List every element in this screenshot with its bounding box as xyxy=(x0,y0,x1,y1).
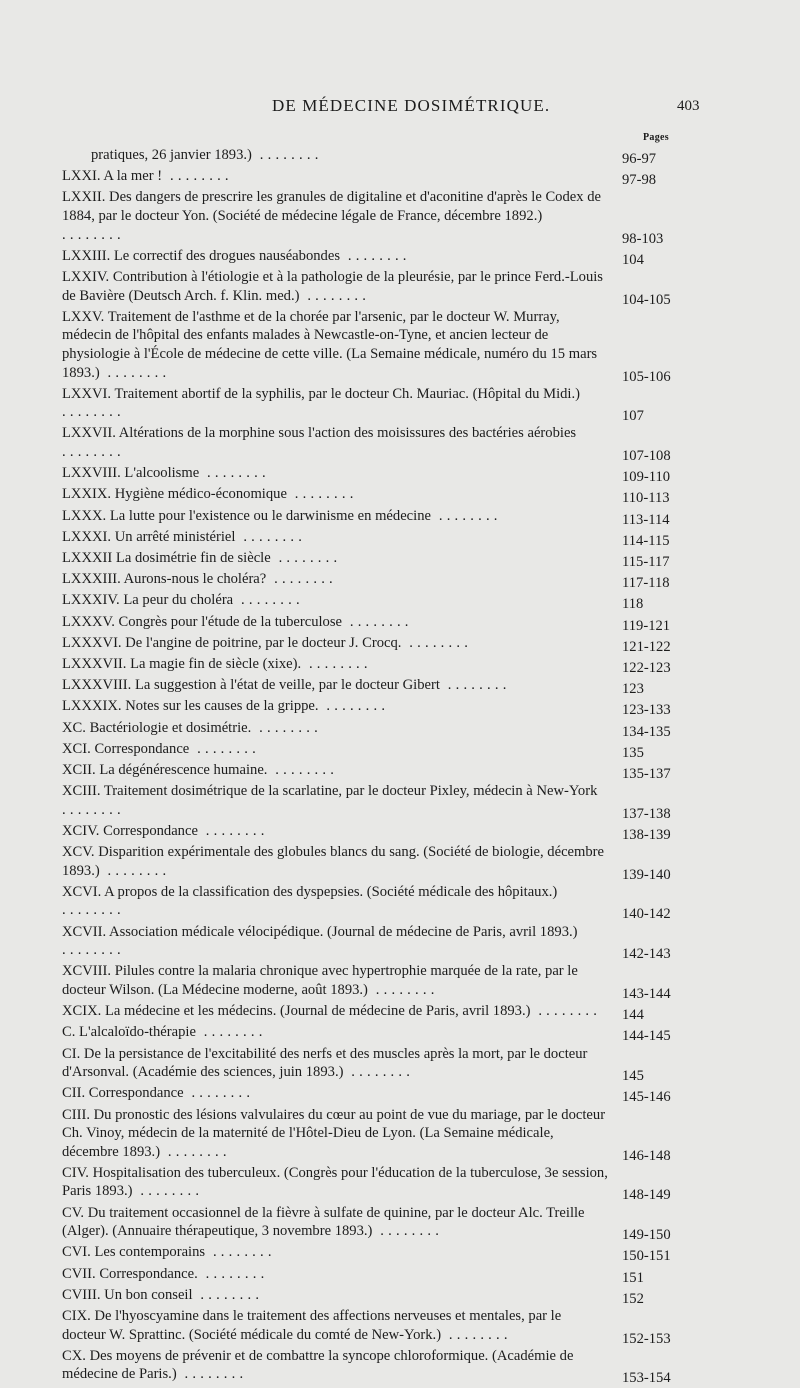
toc-entry-pages: 144-145 xyxy=(622,1028,671,1045)
toc-entry-pages: 104 xyxy=(622,251,644,268)
toc-entry xyxy=(62,1106,712,1162)
toc-entry-title: Hospitalisation des tuberculeux. (Congrès pour l'éducation de la tuberculose, 3e session, Paris 1893.) xyxy=(62,1164,608,1200)
toc-entry xyxy=(62,167,712,189)
dot-leader: ........ xyxy=(99,862,171,879)
toc-entry-text xyxy=(62,424,712,461)
toc-entry-pages: 140-142 xyxy=(622,906,671,923)
toc-entry-pages: 142-143 xyxy=(622,946,671,963)
toc-entry-title: Le correctif des drogues nauséabondes xyxy=(113,247,341,264)
toc-entry-text xyxy=(62,719,712,738)
toc-entry-title: Du pronostic des lésions valvulaires du cœur au point de vue du mariage, par le docteur Ch. Vinoy, médecin de la maternité de l'Hôtel-Dieu de Lyon. (La Semaine médicale, décembre 1893.) xyxy=(62,1106,606,1160)
toc-entry-pages: 104-105 xyxy=(622,291,671,308)
toc-entry-text xyxy=(62,923,712,960)
toc-entry-text xyxy=(62,1243,712,1262)
dot-leader: ........ xyxy=(183,1085,255,1102)
toc-entry-title: Des moyens de prévenir et de combattre la syncope chloroformique. (Académie de médecine de Paris.) xyxy=(62,1347,574,1383)
toc-entry-number: XCIX. xyxy=(62,1003,102,1020)
toc-entry-title: De la persistance de l'excitabilité des nerfs et des muscles après la mort, par le docteur d'Arsonval. (Académie des sciences, juin 1893.) xyxy=(62,1045,588,1081)
toc-entry-title: L'alcaloïdo-thérapie xyxy=(79,1024,196,1041)
toc-entry-pages: 143-144 xyxy=(622,985,671,1002)
toc-entry-title: Traitement dosimétrique de la scarlatine, par le docteur Pixley, médecin à New-York xyxy=(103,783,598,800)
toc-entry-text xyxy=(62,655,712,674)
toc-entry xyxy=(62,1307,712,1347)
toc-entry-text xyxy=(62,167,712,186)
toc-entry-number: LXXXVII. xyxy=(62,655,127,672)
toc-entry-number: LXXIX. xyxy=(62,486,112,503)
toc-entry-number: CIII. xyxy=(62,1106,90,1123)
dot-leader: ........ xyxy=(286,486,358,503)
toc-entry-text xyxy=(62,385,712,422)
toc-entry xyxy=(62,719,712,738)
toc-entry-title: Correspondance xyxy=(88,1085,184,1102)
toc-entry-number: CX. xyxy=(62,1347,86,1364)
dot-leader: ........ xyxy=(189,740,260,757)
toc-entry-text xyxy=(62,570,712,589)
toc-entry-text xyxy=(62,697,712,716)
toc-entry-text xyxy=(62,613,712,632)
dot-leader: ........ xyxy=(162,168,233,185)
toc-entry-title: La dégénérescence humaine. xyxy=(99,761,268,778)
toc-entry-text xyxy=(62,528,712,547)
dot-leader: ........ xyxy=(301,655,372,672)
toc-entry xyxy=(62,1347,712,1387)
dot-leader: ........ xyxy=(299,287,371,304)
toc-entry xyxy=(62,247,712,266)
toc-entry-pages: 139-140 xyxy=(622,866,671,883)
dot-leader: ........ xyxy=(270,550,342,566)
toc-entry-title: Bactériologie et dosimétrie. xyxy=(89,719,252,736)
toc-entry-number: XCIV. xyxy=(62,822,100,839)
toc-entry-text xyxy=(62,464,712,483)
toc-entry xyxy=(62,1002,712,1024)
toc-entry-number: LXXXVIII. xyxy=(62,677,132,694)
toc-entry-number: LXXI. xyxy=(62,168,101,185)
toc-entry-title: pratiques, 26 janvier 1893.) xyxy=(91,147,252,163)
toc-entry-number: XCV. xyxy=(62,844,95,861)
toc-entry-text xyxy=(62,146,712,165)
dot-leader: ........ xyxy=(251,147,323,163)
toc-entry-text xyxy=(62,268,712,305)
toc-entry-text xyxy=(62,883,712,920)
toc-entry xyxy=(62,424,712,465)
dot-leader: ........ xyxy=(251,719,322,736)
toc-entry-pages: 107 xyxy=(622,408,644,425)
toc-entry-title: La suggestion à l'état de veille, par le docteur Gibert xyxy=(134,677,440,694)
toc-entry-number: LXXVIII. xyxy=(62,465,121,482)
page-header xyxy=(0,96,800,120)
toc-entry-number: CII. xyxy=(62,1085,86,1102)
dot-leader: ........ xyxy=(195,1024,267,1041)
toc-entry xyxy=(62,1286,712,1305)
toc-entry-pages: 115-117 xyxy=(622,554,670,570)
toc-entry-number: CI. xyxy=(62,1045,81,1062)
dot-leader: ........ xyxy=(62,444,125,461)
toc-entry-title: La peur du choléra xyxy=(123,592,234,609)
toc-entry-number: CVIII. xyxy=(62,1286,101,1303)
toc-entry xyxy=(62,697,712,719)
toc-entry xyxy=(62,308,712,385)
toc-entry-pages: 123-133 xyxy=(622,702,671,719)
dot-leader: ........ xyxy=(441,1326,512,1343)
dot-leader: ........ xyxy=(340,247,411,264)
toc-entry xyxy=(62,570,712,592)
toc-entry xyxy=(62,655,712,674)
toc-entry xyxy=(62,1243,712,1265)
toc-entry-title: La dosimétrie fin de siècle xyxy=(115,550,271,566)
toc-entry-number: LXXIII. xyxy=(62,247,111,264)
toc-entry-title: De l'angine de poitrine, par le docteur J. Crocq. xyxy=(125,634,402,651)
dot-leader: ........ xyxy=(343,1064,415,1081)
toc-entry xyxy=(62,385,712,425)
page-number: 403 xyxy=(677,98,700,114)
toc-entry-text xyxy=(62,962,712,999)
toc-entry-title: La lutte pour l'existence ou le darwinisme en médecine xyxy=(109,507,431,524)
toc-entry-number: XCVIII. xyxy=(62,963,112,980)
toc-entry-pages: 96-97 xyxy=(622,151,657,167)
dot-leader: ........ xyxy=(342,613,413,630)
toc-entry-text xyxy=(62,549,712,568)
toc-entry xyxy=(62,1023,712,1045)
toc-entry xyxy=(62,1045,712,1085)
toc-entry xyxy=(62,464,712,486)
toc-entry xyxy=(62,843,712,883)
toc-entry-pages: 138-139 xyxy=(622,826,671,843)
running-title: DE MÉDECINE DOSIMÉTRIQUE. xyxy=(272,96,551,115)
toc-entry xyxy=(62,883,712,923)
dot-leader: ........ xyxy=(439,677,511,694)
toc-entry-text xyxy=(62,485,712,504)
toc-entry-title: Traitement abortif de la syphilis, par le docteur Ch. Mauriac. (Hôpital du Midi.) xyxy=(114,385,580,402)
toc-entry-pages: 144 xyxy=(622,1007,644,1024)
toc-entry-text xyxy=(62,591,712,610)
toc-entry-text xyxy=(62,1106,712,1162)
toc-entry-text xyxy=(62,1084,712,1103)
toc-entry-title: Des dangers de prescrire les granules de digitaline et d'aconitine d'après le Codex de 1884, par le docteur Yon. (Société de médecine légale de France, décembre 1892.) xyxy=(62,189,601,224)
toc-entry-number: LXXXVI. xyxy=(62,634,122,651)
toc-entry xyxy=(62,528,712,547)
toc-entry-title: De l'hyoscyamine dans le traitement des affections nerveuses et mentales, par le docteur W. Sprattinc. (Société médicale du comté de New-York.) xyxy=(62,1308,562,1343)
toc-entry-pages: 117-118 xyxy=(622,575,670,592)
toc-entry-text xyxy=(62,761,712,780)
dot-leader: ........ xyxy=(62,801,125,818)
toc-entry xyxy=(62,591,712,613)
table-of-contents xyxy=(62,146,712,1387)
toc-entry-title: Correspondance. xyxy=(99,1265,198,1282)
toc-entry xyxy=(62,962,712,1002)
toc-entry-pages: 151 xyxy=(622,1269,644,1286)
toc-entry xyxy=(62,923,712,963)
toc-entry-number: CIX. xyxy=(62,1308,91,1324)
toc-entry-number: LXXXI. xyxy=(62,528,112,545)
toc-entry-number: CVII. xyxy=(62,1265,96,1282)
toc-entry-title: Hygiène médico-économique xyxy=(114,486,287,503)
toc-entry-pages: 152-153 xyxy=(622,1330,671,1347)
dot-leader: ........ xyxy=(197,1265,269,1282)
toc-entry-text xyxy=(62,507,712,526)
dot-leader: ........ xyxy=(266,571,337,588)
toc-entry-text xyxy=(62,1023,712,1042)
toc-entry-title: Contribution à l'étiologie et à la pathologie de la pleurésie, par le prince Ferd.-Louis de Bavière (Deutsch Arch. f. Klin. med.) xyxy=(62,268,603,304)
toc-entry-pages: 107-108 xyxy=(622,448,671,465)
dot-leader: ........ xyxy=(197,822,269,839)
toc-entry-number: CIV. xyxy=(62,1164,89,1181)
toc-entry-number: XCIII. xyxy=(62,783,101,800)
toc-entry-text xyxy=(62,822,712,841)
toc-entry-title: Traitement de l'asthme et de la chorée par l'arsenic, par le docteur W. Murray, médecin de l'hôpital des enfants malades à Newcastle-on-Tyne, et ancien lecteur de physiologie à l'École de médecine de cette ville. (La Semaine médicale, numéro du 15 mars 1893.) xyxy=(62,308,598,381)
toc-entry-pages: 152 xyxy=(622,1290,644,1307)
toc-entry xyxy=(62,1265,712,1284)
toc-entry xyxy=(62,761,712,780)
toc-entry-number: LXXXIX. xyxy=(62,698,122,715)
toc-entry-title: Les contemporains xyxy=(94,1244,206,1261)
toc-entry-pages: 98-103 xyxy=(622,230,664,247)
toc-entry-number: LXXXV. xyxy=(62,613,115,630)
toc-entry-title: Notes sur les causes de la grippe. xyxy=(125,698,319,715)
toc-entry-pages: 150-151 xyxy=(622,1248,671,1265)
toc-entry-pages: 145-146 xyxy=(622,1089,671,1106)
toc-entry-title: Correspondance xyxy=(94,740,190,757)
toc-entry-pages: 134-135 xyxy=(622,723,671,740)
toc-entry-pages: 119-121 xyxy=(622,617,671,634)
toc-entry-text xyxy=(62,1286,712,1305)
toc-entry-pages: 113-114 xyxy=(622,511,670,528)
toc-entry-pages: 105-106 xyxy=(622,368,671,385)
pages-column-label: Pages xyxy=(643,132,669,143)
toc-entry-text xyxy=(62,782,712,819)
toc-entry-pages: 123 xyxy=(622,681,644,698)
toc-entry-number: XCVII. xyxy=(62,923,107,940)
toc-entry xyxy=(62,782,712,822)
dot-leader: ........ xyxy=(176,1366,248,1383)
toc-entry-title: A la mer ! xyxy=(103,168,163,185)
dot-leader: ........ xyxy=(318,698,390,715)
toc-entry-title: Un bon conseil xyxy=(104,1286,193,1303)
dot-leader: ........ xyxy=(160,1143,231,1160)
toc-entry-title: Correspondance xyxy=(103,822,198,839)
dot-leader: ........ xyxy=(62,226,125,243)
toc-entry-title: La médecine et les médecins. (Journal de médecine de Paris, avril 1893.) xyxy=(104,1003,531,1020)
toc-entry-text xyxy=(62,1164,712,1201)
toc-entry xyxy=(62,822,712,841)
dot-leader: ........ xyxy=(62,404,125,421)
toc-entry xyxy=(62,634,712,653)
dot-leader: ........ xyxy=(267,761,339,778)
toc-entry xyxy=(62,549,712,568)
toc-entry-number: LXXV. xyxy=(62,308,105,325)
toc-entry-title: La magie fin de siècle (xixe). xyxy=(130,655,302,672)
toc-entry-number: XC. xyxy=(62,719,86,736)
dot-leader: ........ xyxy=(372,1223,444,1240)
toc-entry-number: LXXII. xyxy=(62,189,106,206)
dot-leader: ........ xyxy=(401,634,473,651)
toc-entry-title: Association médicale vélocipédique. (Journal de médecine de Paris, avril 1893.) xyxy=(109,923,578,940)
toc-entry-title: Un arrêté ministériel xyxy=(114,528,236,545)
toc-entry-number: XCI. xyxy=(62,740,91,757)
dot-leader: ........ xyxy=(99,364,171,381)
toc-entry xyxy=(62,1204,712,1244)
toc-entry-pages: 149-150 xyxy=(622,1227,671,1244)
toc-entry-text xyxy=(62,634,712,653)
toc-entry-number: LXXIV. xyxy=(62,268,110,285)
dot-leader: ........ xyxy=(530,1003,602,1020)
toc-entry-pages: 118 xyxy=(622,596,644,613)
toc-entry-text xyxy=(62,843,712,880)
toc-entry xyxy=(62,1164,712,1204)
toc-entry-number: CVI. xyxy=(62,1244,91,1261)
toc-entry-title: Pilules contre la malaria chronique avec hypertrophie marquée de la rate, par le docteur Wilson. (La Médecine moderne, août 1893.) xyxy=(62,963,578,998)
toc-entry-title: Congrès pour l'étude de la tuberculose xyxy=(118,613,342,630)
toc-entry-number: XCVI. xyxy=(62,883,102,900)
toc-entry xyxy=(62,740,712,759)
toc-entry-text xyxy=(62,1045,712,1082)
toc-entry-pages: 121-122 xyxy=(622,638,671,655)
toc-entry-text xyxy=(62,1347,712,1384)
toc-entry-title: Du traitement occasionnel de la fièvre à sulfate de quinine, par le docteur Alc. Treille (Alger). (Annuaire thérapeutique, 3 novembre 1893.) xyxy=(62,1204,585,1240)
toc-entry-number: LXXX. xyxy=(62,507,107,524)
dot-leader: ........ xyxy=(62,942,125,959)
toc-entry-pages: 114-115 xyxy=(622,532,670,549)
toc-entry-number: CV. xyxy=(62,1204,85,1221)
toc-entry-text xyxy=(62,676,712,695)
toc-entry xyxy=(62,146,712,165)
toc-entry-number: LXXXII xyxy=(62,550,113,566)
toc-entry-number: LXXVI. xyxy=(62,385,112,402)
toc-entry-title: A propos de la classification des dyspepsies. (Société médicale des hôpitaux.) xyxy=(104,883,558,900)
toc-entry-number: LXXVII. xyxy=(62,425,116,442)
toc-entry-pages: 137-138 xyxy=(622,805,671,822)
toc-entry-number: LXXXIV. xyxy=(62,592,120,609)
toc-entry-pages: 135 xyxy=(622,744,644,761)
toc-entry xyxy=(62,485,712,507)
dot-leader: ........ xyxy=(132,1183,204,1200)
toc-entry-pages: 153-154 xyxy=(622,1370,671,1387)
toc-entry xyxy=(62,676,712,698)
toc-entry-text xyxy=(62,308,712,382)
toc-entry xyxy=(62,1084,712,1106)
toc-entry-pages: 148-149 xyxy=(622,1187,671,1204)
toc-entry xyxy=(62,268,712,308)
toc-entry xyxy=(62,613,712,632)
dot-leader: ........ xyxy=(62,902,125,919)
toc-entry-number: LXXXIII. xyxy=(62,571,121,588)
dot-leader: ........ xyxy=(199,465,270,482)
toc-entry-title: L'alcoolisme xyxy=(124,465,200,482)
dot-leader: ........ xyxy=(205,1244,276,1261)
toc-entry-title: Disparition expérimentale des globules blancs du sang. (Société de biologie, décembre 1893.) xyxy=(62,844,605,879)
toc-entry-pages: 109-110 xyxy=(622,469,671,486)
toc-entry-title: Aurons-nous le choléra? xyxy=(123,571,267,588)
toc-entry xyxy=(62,188,712,247)
dot-leader: ........ xyxy=(192,1286,264,1303)
toc-entry xyxy=(62,507,712,526)
dot-leader: ........ xyxy=(233,592,304,609)
toc-entry-pages: 145 xyxy=(622,1068,644,1085)
toc-entry-pages: 122-123 xyxy=(622,659,671,676)
toc-entry-number: C. xyxy=(62,1024,76,1041)
toc-entry-text xyxy=(62,1002,712,1021)
toc-entry-pages: 97-98 xyxy=(622,172,657,189)
toc-entry-text xyxy=(62,1204,712,1241)
dot-leader: ........ xyxy=(367,981,439,998)
toc-entry-text xyxy=(62,740,712,759)
toc-entry-title: Altérations de la morphine sous l'action des moisissures des bactéries aérobies xyxy=(118,425,577,442)
dot-leader: ........ xyxy=(235,528,307,545)
toc-entry-text xyxy=(62,247,712,266)
toc-entry-text xyxy=(62,1307,712,1344)
toc-entry-text xyxy=(62,188,712,244)
toc-entry-pages: 135-137 xyxy=(622,765,671,782)
toc-entry-text xyxy=(62,1265,712,1284)
toc-entry-number: XCII. xyxy=(62,761,96,778)
toc-entry-pages: 146-148 xyxy=(622,1147,671,1164)
dot-leader: ........ xyxy=(431,507,502,524)
toc-entry-pages: 110-113 xyxy=(622,490,670,507)
